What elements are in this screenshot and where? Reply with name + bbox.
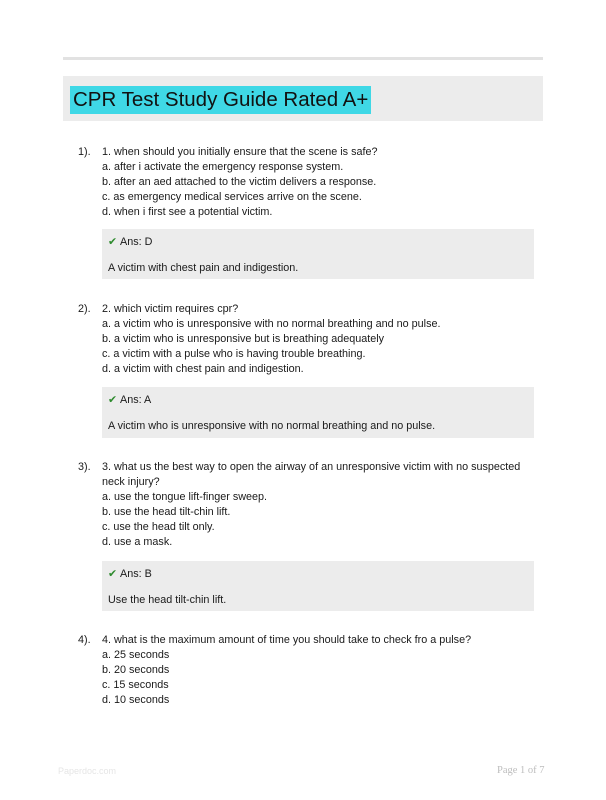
question-number: 4).: [78, 634, 91, 646]
question-number: 1).: [78, 146, 91, 158]
question-body: [102, 633, 532, 708]
option-c: c. a victim with a pulse who is having trouble breathing.: [102, 348, 366, 360]
checkmark-icon: ✔: [108, 568, 118, 580]
option-d: d. when i first see a potential victim.: [102, 206, 273, 218]
question-body: [102, 302, 532, 377]
question-text: 4. what is the maximum amount of time you should take to check fro a pulse?: [102, 634, 472, 646]
question-number: 3).: [78, 461, 91, 473]
option-b: b. a victim who is unresponsive but is breathing adequately: [102, 333, 385, 345]
document-title: CPR Test Study Guide Rated A+: [70, 86, 371, 114]
question-text: 2. which victim requires cpr?: [102, 303, 239, 315]
checkmark-icon: ✔: [108, 236, 118, 248]
answer-label: Ans: A: [120, 394, 152, 406]
option-a: a. after i activate the emergency response system.: [102, 161, 344, 173]
option-c: c. as emergency medical services arrive on the scene.: [102, 191, 362, 203]
question-text-continued: neck injury?: [102, 476, 160, 488]
answer-box-3: [102, 561, 534, 611]
option-a: a. 25 seconds: [102, 649, 170, 661]
option-b: b. use the head tilt-chin lift.: [102, 506, 231, 518]
answer-label: Ans: D: [120, 236, 153, 248]
top-rule: [63, 57, 543, 60]
answer-box-1: [102, 229, 534, 279]
option-a: a. a victim who is unresponsive with no normal breathing and no pulse.: [102, 318, 441, 330]
answer-box-2: [102, 387, 534, 438]
question-text: 3. what us the best way to open the airway of an unresponsive victim with no suspected: [102, 461, 521, 473]
answer-explanation: Use the head tilt-chin lift.: [108, 594, 227, 606]
option-d: d. use a mask.: [102, 536, 173, 548]
option-c: c. use the head tilt only.: [102, 521, 215, 533]
question-number: 2).: [78, 303, 91, 315]
question-text: 1. when should you initially ensure that the scene is safe?: [102, 146, 378, 158]
answer-line: [108, 568, 152, 581]
option-a: a. use the tongue lift-finger sweep.: [102, 491, 268, 503]
page-number: Page 1 of 7: [497, 765, 545, 776]
answer-explanation: A victim who is unresponsive with no normal breathing and no pulse.: [108, 420, 436, 432]
option-b: b. 20 seconds: [102, 664, 170, 676]
question-body: [102, 460, 532, 550]
option-c: c. 15 seconds: [102, 679, 169, 691]
option-b: b. after an aed attached to the victim delivers a response.: [102, 176, 377, 188]
answer-label: Ans: B: [120, 568, 152, 580]
answer-line: [108, 394, 151, 407]
answer-line: [108, 236, 152, 249]
option-d: d. a victim with chest pain and indigestion.: [102, 363, 304, 375]
question-body: [102, 145, 532, 220]
footer-watermark: Paperdoc.com: [58, 766, 117, 776]
checkmark-icon: ✔: [108, 394, 118, 406]
option-d: d. 10 seconds: [102, 694, 170, 706]
answer-explanation: A victim with chest pain and indigestion.: [108, 262, 299, 274]
